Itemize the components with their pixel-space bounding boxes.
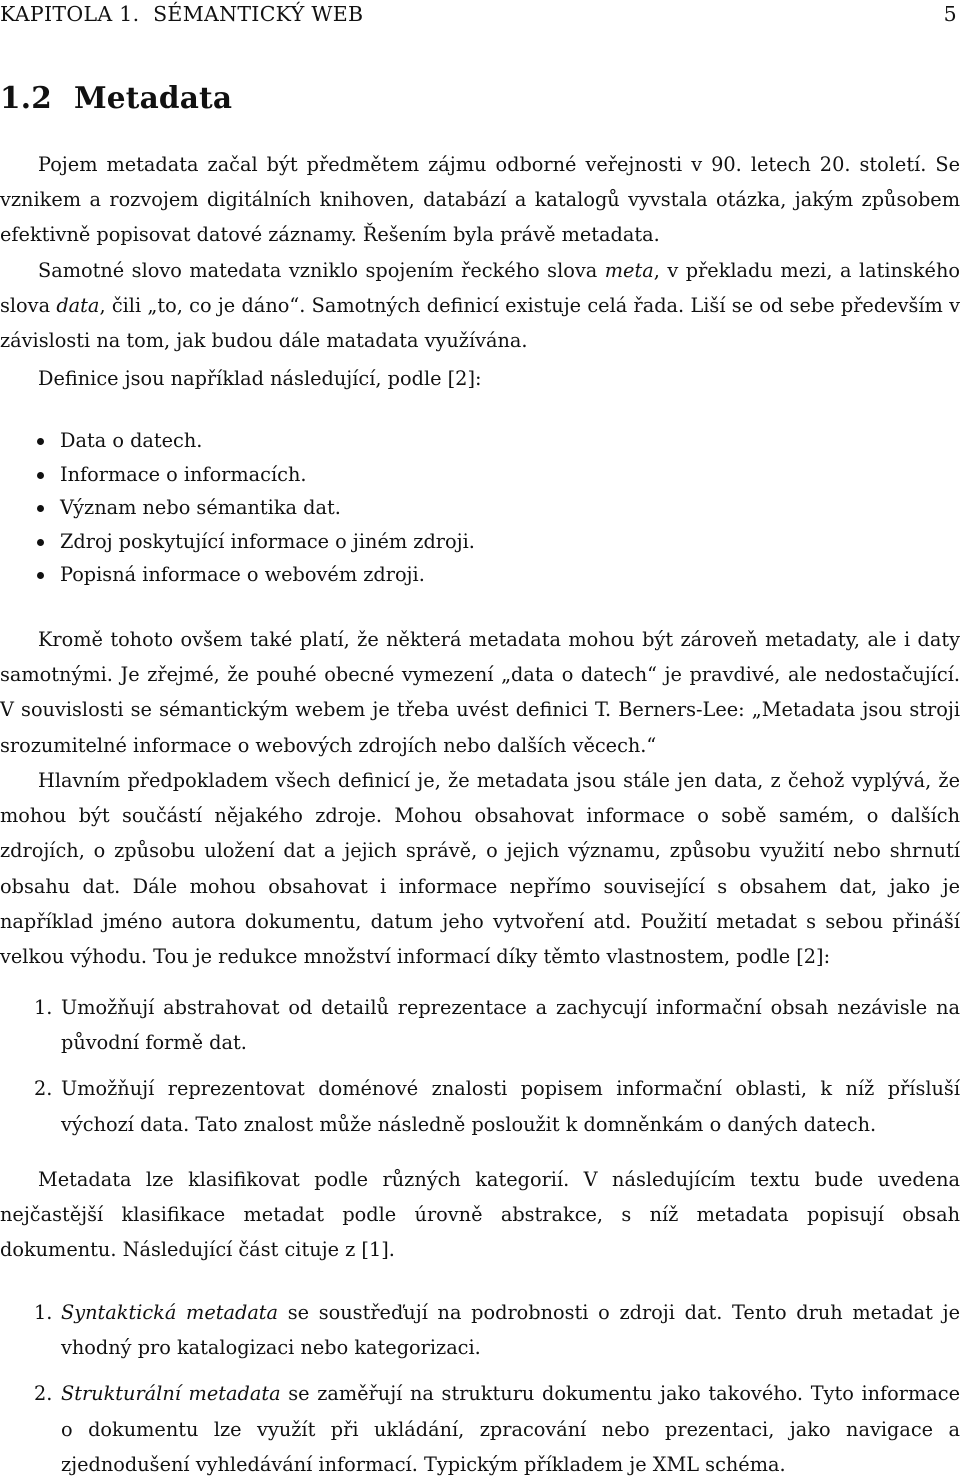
list-item-text: Význam nebo sémantika dat.	[60, 496, 341, 519]
etymology-text-1: Samotné slovo matedata vzniklo spojením řeckého slova	[38, 259, 605, 282]
bullet-icon	[37, 572, 44, 579]
term-data: data	[56, 294, 100, 318]
etymology-text-3: , čili „to, co je dáno“. Samotných definicí existuje celá řada. Liší se od sebe především v závislosti na tom, jak budou dále matadata využívána.	[0, 294, 960, 353]
section-number: 1.2	[0, 80, 52, 115]
paragraph-classification: Metadata lze klasifikovat podle různých kategorií. V následujícím textu bude uvedena nejčastější klasifikace metadat podle úrovně abstrakce, s níž metadata popisují obsah dokumentu. Následující část cituje z [1].	[0, 1168, 960, 1262]
list-item	[0, 424, 960, 458]
list-item-text: Popisná informace o webovém zdroji.	[60, 563, 425, 586]
list-item-text: se zaměřují na strukturu dokumentu jako takového. Tyto informace o dokumentu lze využít při ukládání, zpracování nebo prezentaci, jako navigace a zjednodušení vyhledávání informací. Typickým příkladem je XML schéma.	[61, 1382, 960, 1476]
bullet-icon	[37, 505, 44, 512]
bullet-icon	[37, 438, 44, 445]
list-item	[0, 1295, 960, 1365]
list-item	[0, 1071, 960, 1141]
paragraph-assumptions: Hlavním předpokladem všech definicí je, že metadata jsou stále jen data, z čehož vyplývá, že mohou být součástí nějakého zdroje. Mohou obsahovat informace o sobě samém, o dalších zdrojích, o způsobu uložení dat a jejich správě, o jejich významu, způsobu využití nebo shrnutí obsahu dat. Dále mohou obsahovat i informace nepřímo související s obsahem dat, jako je například jméno autora dokumentu, datum jeho vytvoření atd. Použití metadat s sebou přináší velkou výhodu. Tou je redukce množství informací díky těmto vlastnostem, podle [2]:	[0, 769, 960, 969]
list-item-text: Umožňují reprezentovat doménové znalosti popisem informační oblasti, k níž přísluší výchozí data. Tato znalost může následně posloužit k domněnkám o daných datech.	[61, 1077, 960, 1136]
list-item	[0, 1376, 960, 1482]
paragraph-intro: Pojem metadata začal být předmětem zájmu odborné veřejnosti v 90. letech 20. století. Se vznikem a rozvojem digitálních knihoven, databází a katalogů vyvstala otázka, jakým způsobem efektivně popisovat datové záznamy. Řešením byla právě metadata.	[0, 153, 960, 247]
etymology-text-2: , v překladu mezi, a latinského slova	[0, 259, 960, 318]
section-title	[0, 80, 232, 115]
classification-list	[0, 1295, 960, 1482]
list-item	[0, 525, 960, 559]
advantages-list	[0, 990, 960, 1142]
term-structural-metadata: Strukturální metadata	[61, 1382, 281, 1406]
bullet-icon	[37, 472, 44, 479]
list-item-text: Zdroj poskytující informace o jiném zdroji.	[60, 529, 475, 553]
paragraph-definitions-intro: Definice jsou například následující, podle [2]:	[38, 367, 482, 390]
list-item	[0, 491, 960, 525]
list-item	[0, 990, 960, 1060]
list-item-text: se soustřeďují na podrobnosti o zdroji dat. Tento druh metadat je vhodný pro katalogizaci nebo kategorizaci.	[61, 1301, 960, 1360]
chapter-heading: KAPITOLA 1. SÉMANTICKÝ WEB	[0, 2, 364, 26]
term-meta: meta	[604, 259, 654, 282]
list-marker: 1.	[34, 996, 53, 1019]
list-item	[0, 558, 960, 592]
definitions-list	[0, 424, 960, 592]
list-marker: 2.	[34, 1382, 53, 1406]
list-item-text: Umožňují abstrahovat od detailů reprezentace a zachycují informační obsah nezávisle na původní formě dat.	[61, 996, 960, 1055]
section-name: Metadata	[73, 80, 233, 115]
list-item	[0, 458, 960, 492]
page-number: 5	[943, 2, 957, 26]
bullet-icon	[37, 539, 44, 546]
term-syntactic-metadata: Syntaktická metadata	[61, 1301, 279, 1324]
paragraph-berners-lee: Kromě tohoto ovšem také platí, že některá metadata mohou být zároveň metadaty, ale i daty samotnými. Je zřejmé, že pouhé obecné vymezení „data o datech“ je pravdivé, ale nedostačující. V souvislosti se sémantickým webem je třeba uvést definici T. Berners-Lee: „Metadata jsou stroji srozumitelné informace o webových zdrojích nebo dalších věcech.“	[0, 628, 960, 757]
paragraph-etymology	[0, 253, 960, 359]
list-item-text: Informace o informacích.	[60, 462, 307, 486]
list-item-text: Data o datech.	[60, 429, 203, 452]
list-marker: 2.	[34, 1077, 53, 1101]
list-marker: 1.	[34, 1301, 53, 1324]
running-header	[0, 2, 960, 26]
